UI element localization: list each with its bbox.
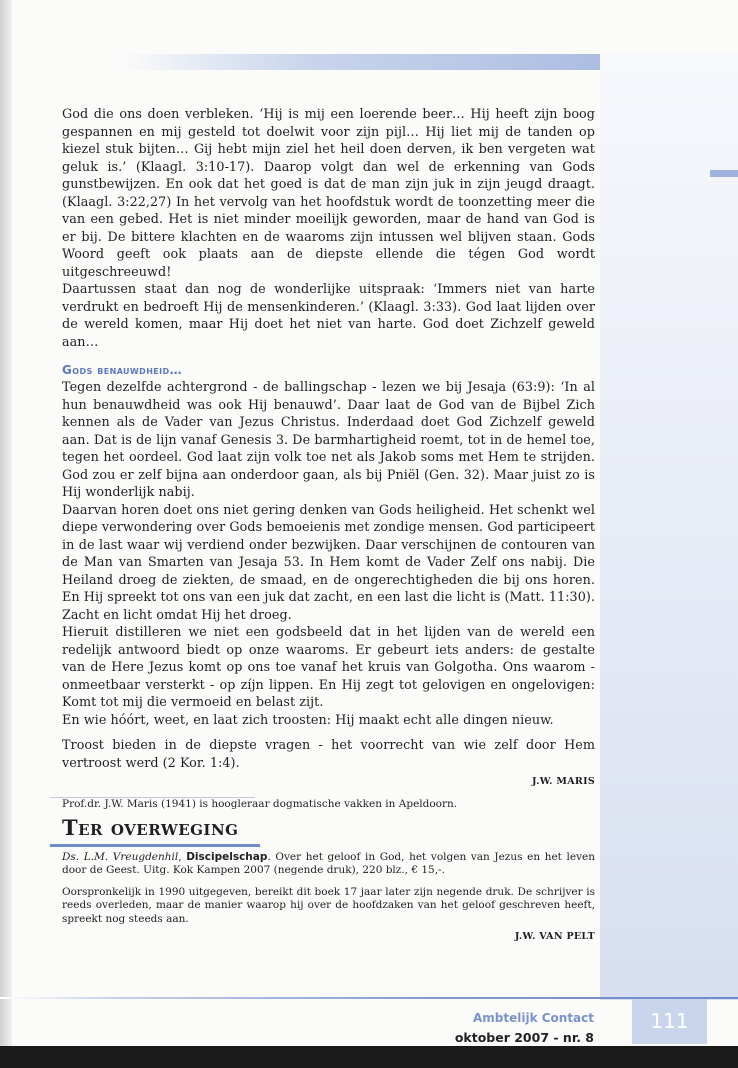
book-title: Discipelschap (186, 851, 268, 863)
right-decorative-column (600, 54, 738, 1000)
book-author: Ds. L.M. Vreugdenhil (62, 851, 179, 863)
right-margin-marker (710, 170, 738, 177)
footer-magazine-name: Ambtelijk Contact (472, 1011, 594, 1025)
footer-rule (0, 997, 738, 999)
article-paragraph: Daartussen staat dan nog de wonderlijke uitspraak: ‘Immers niet van harte verdrukt en bedroeft Hij de mensenkinderen.’ (Klaagl. 3:33). God laat lijden over de wereld komen, maar Hij doet het niet van harte. God doet Zichzelf geweld aan… (62, 282, 595, 350)
page-number: 111 (632, 999, 707, 1044)
page-binding-edge (0, 0, 12, 1068)
book-citation: Ds. L.M. Vreugdenhil, Discipelschap. Over het geloof in God, het volgen van Jezus en het leven door de Geest. Uitg. Kok Kampen 2007 (negende druk), 220 blz., € 15,-. (62, 851, 595, 877)
section-heading: Gods benauwdheid… (62, 363, 182, 377)
footer-issue: oktober 2007 - nr. 8 (454, 1030, 594, 1045)
book-review (62, 851, 595, 942)
article-body (62, 106, 595, 811)
book-details: . Over het geloof in God, het volgen van Jezus en het leven door de Geest. Uitg. Kok Kampen 2007 (negende druk), 220 blz., € 15,-. (62, 851, 595, 877)
author-bio: Prof.dr. J.W. Maris (1941) is hoogleraar dogmatische vakken in Apeldoorn. (62, 798, 458, 810)
article-closing: Troost bieden in de diepste vragen - het voorrecht van wie zelf door Hem vertroost werd (2 Kor. 1:4). (62, 738, 595, 771)
article-paragraph: Hieruit distilleren we niet een godsbeeld dat in het lijden van de wereld een redelijk antwoord biedt op onze waaroms. Er gebeurt iets anders: de gestalte van de Here Jezus komt op ons toe vanaf het kruis van Golgotha. Ons waarom - onmeetbaar versterkt - op zíjn lippen. En Hij zegt tot gelovigen en ongelovigen: Komt tot mij die vermoeid en belast zijt. (62, 625, 595, 710)
divider (50, 797, 255, 798)
section-title-ter-overweging: Ter overweging (62, 815, 239, 840)
article-paragraph: Daarvan horen doet ons niet gering denken van Gods heiligheid. Het schenkt wel diepe verwondering over Gods bemoeienis met zondige mensen. God participeert in de last waar wij verdiend onder bezwijken. Daar verschijnen de contouren van de Man van Smarten van Jesaja 53. In Hem komt de Vader Zelf ons nabij. Die Heiland droeg de ziekten, de smaad, en de ongerechtigheden die bij ons horen. En Hij spreekt tot ons van een juk dat zacht, en een last die licht is (Matt. 11:30). Zacht en licht omdat Hij het droeg. (62, 502, 595, 623)
title-underline (50, 844, 260, 847)
article-paragraph: Tegen dezelfde achtergrond - de ballingschap - lezen we bij Jesaja (63:9): ‘In al hun benauwdheid was ook Hij benauwd’. Daar laat de God van de Bijbel Zich kennen als de Vader van Jezus Christus. Inderdaad doet God Zichzelf geweld aan. Dat is de lijn vanaf Genesis 3. De barmhartigheid roemt, tot in de hemel toe, tegen het oordeel. God laat zijn volk toe net als Jakob soms met Hem te strijden. God zou er zelf bijna aan onderdoor gaan, als bij Pniël (Gen. 32). Maar juist zo is Hij wonderlijk nabij. (62, 380, 595, 500)
article-paragraph: En wie hóórt, weet, en laat zich troosten: Hij maakt echt alle dingen nieuw. (62, 712, 554, 728)
article-paragraph: God die ons doen verbleken. ‘Hij is mij een loerende beer… Hij heeft zijn boog gespannen en mij gesteld tot doelwit voor zijn pijl… Hij liet mij de tanden op kiezel stuk bijten… Gij hebt mijn ziel het heil doen derven, ik ben vergeten wat geluk is.’ (Klaagl. 3:10-17). Daarop volgt dan wel de erkenning van Gods gunstbewijzen. En ook dat het goed is dat de man zijn juk in zijn jeugd draagt. (Klaagl. 3:22,27) In het vervolg van het hoofdstuk wordt de toonzetting meer die van een gebed. Het is niet minder moeilijk geworden, maar de hand van God is er bij. De bittere klachten en de waaroms zijn intussen wel blijven staan. Gods Woord geeft ook plaats aan de diepste ellende die tégen God wordt uitgeschreeuwd! (62, 107, 595, 280)
scan-bottom-edge (0, 1046, 738, 1068)
review-signature: J.W. VAN PELT (514, 931, 595, 943)
review-text: Oorspronkelijk in 1990 uitgegeven, bereikt dit boek 17 jaar later zijn negende druk. De schrijver is reeds overleden, maar de manier waarop hij over de hoofdzaken van het geloof geschreven heeft, spreekt nog steeds aan. (62, 885, 595, 925)
article-signature: J.W. MARIS (532, 776, 595, 787)
